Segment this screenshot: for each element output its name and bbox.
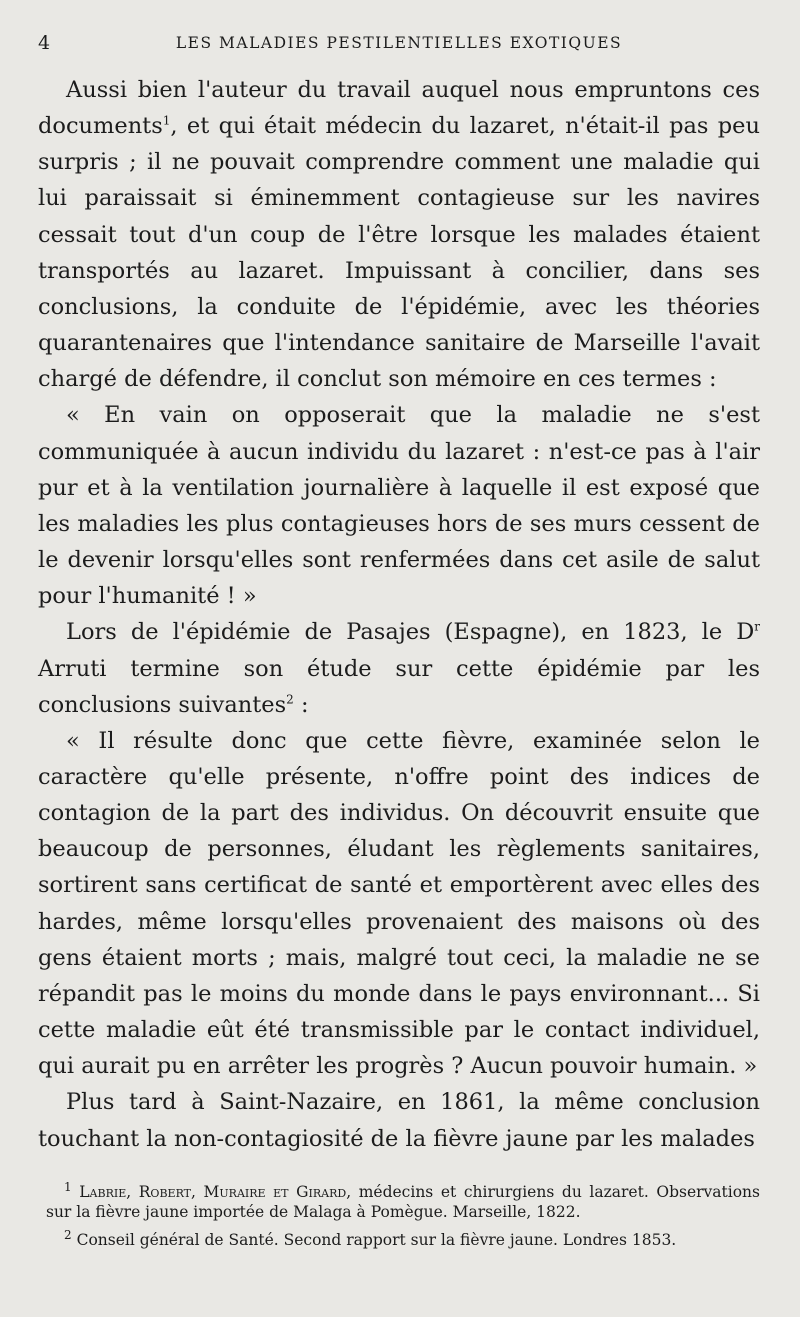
footnote-ref-1[interactable]: 1 (162, 113, 171, 128)
footnote-mark-1: 1 (64, 1179, 72, 1194)
footnote-1-authors: Labrie, Robert, Muraire et Girard (79, 1183, 347, 1201)
running-title: LES MALADIES PESTILENTIELLES EXOTIQUES (175, 34, 623, 52)
paragraph-2-quote: « En vain on opposerait que la maladie ne s'est communiquée à aucun individu du lazaret : n'est-ce pas à l'air pur et à la ventilation journalière à laquelle il est exposé que les maladies les plus contagieuses hors de ses murs cessent de le devenir lorsqu'elles sont renfermées dans cet asile de salut pour l'humanité ! » (38, 402, 760, 610)
paragraph-5: Plus tard à Saint-Nazaire, en 1861, la même conclusion touchant la non-contagiosité de la fièvre jaune par les malades (38, 1089, 760, 1152)
footnote-ref-2[interactable]: 2 (286, 692, 294, 707)
footnote-2 (46, 1227, 760, 1251)
footnote-2-text: Conseil général de Santé. Second rapport sur la fièvre jaune. Londres 1853. (76, 1231, 677, 1249)
footnote-1 (46, 1179, 760, 1222)
paragraph-4-quote: « Il résulte donc que cette fièvre, examinée selon le caractère qu'elle présente, n'offre point des indices de contagion de la part des individus. On découvrit ensuite que beaucoup de personnes, éludant les règlements sanitaires, sortirent sans certificat de santé et emportèrent avec elles des hardes, même lorsqu'elles provenaient des maisons où des gens étaient morts ; mais, malgré tout ceci, la maladie ne se répandit pas le moins du monde dans le pays environnant... Si cette maladie eût été transmissible par le contact individuel, qui aurait pu en arrêter les progrès ? Aucun pouvoir humain. » (38, 727, 760, 1080)
footnotes (46, 1179, 760, 1260)
doctor-abbrev-sup: r (754, 619, 760, 634)
footnote-mark-2: 2 (64, 1227, 72, 1242)
body-text (38, 72, 760, 1157)
paragraph-3: Lors de l'épidémie de Pasajes (Espagne), en 1823, le $D^r$ Arruti termine son étude sur cette épidémie par les conclusions suivantes$^2$ : (38, 619, 760, 718)
running-header (38, 32, 760, 56)
footnote-1-text: , médecins et chirurgiens du lazaret. Observations sur la fièvre jaune importée de Malaga à Pomègue. Marseille, 1822. (46, 1183, 760, 1221)
paragraph-1: Aussi bien l'auteur du travail auquel nous empruntons ces documents$^1$, et qui était médecin du lazaret, n'était-il pas peu surpris ; il ne pouvait comprendre comment une maladie qui lui paraissait si éminemment contagieuse sur les navires cessait tout d'un coup de l'être lorsque les malades étaient transportés au lazaret. Impuissant à concilier, dans ses conclusions, la conduite de l'épidémie, avec les théories quarantenaires que l'intendance sanitaire de Marseille l'avait chargé de défendre, il conclut son mémoire en ces termes : (38, 77, 760, 393)
page-number: 4 (38, 32, 51, 54)
